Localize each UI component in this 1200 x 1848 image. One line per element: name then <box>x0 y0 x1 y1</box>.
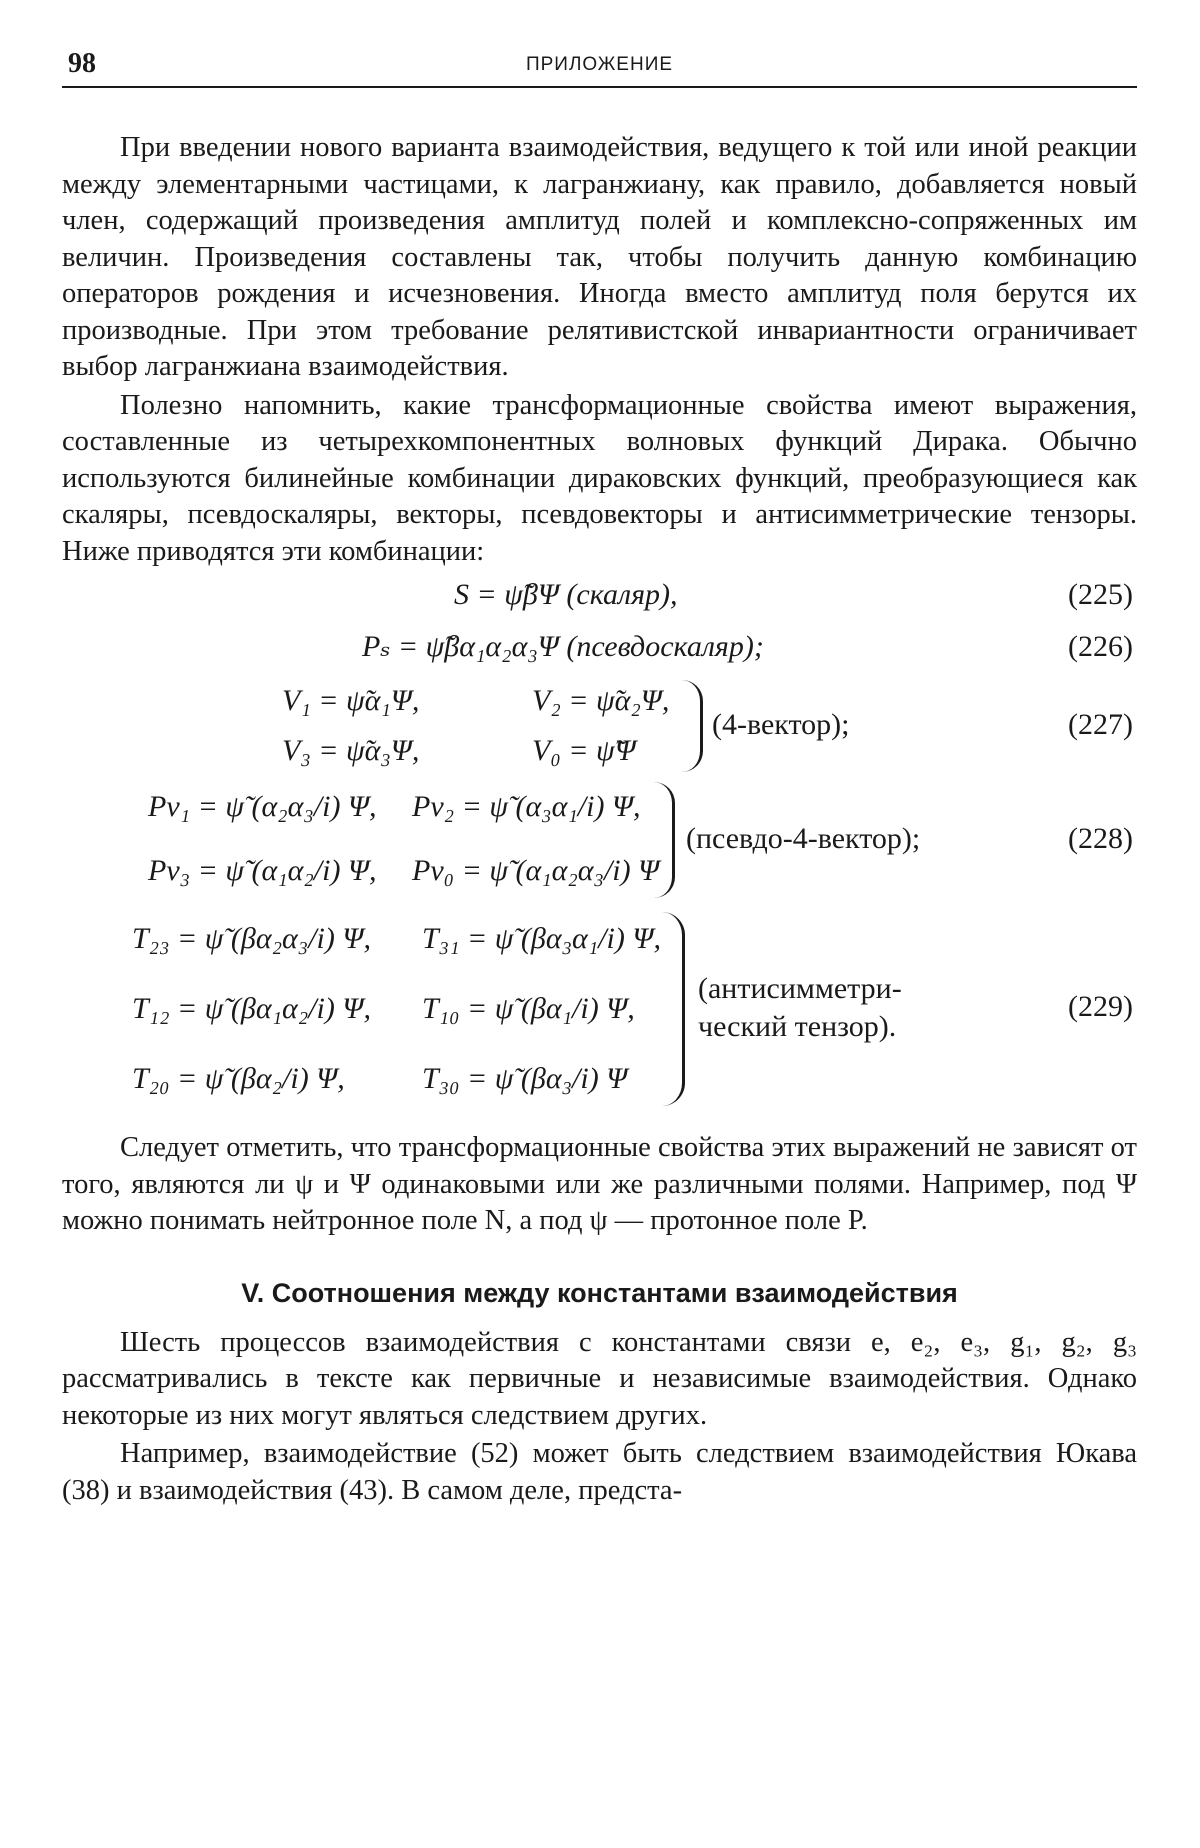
formula-229 <box>62 906 1137 1112</box>
formula-229-t30: T₃₀ = ψ̃ (βα₃/i) Ψ <box>422 1062 628 1095</box>
formula-225-expression: S = ψ̃βΨ (скаляр), <box>454 578 678 611</box>
formula-228-number: (228) <box>1068 822 1133 855</box>
formula-226 <box>62 622 1137 674</box>
formula-229-t20: T₂₀ = ψ̃ (βα₂/i) Ψ, <box>132 1062 345 1095</box>
formula-228-brace <box>654 782 675 898</box>
formula-228-pv3: Pv₃ = ψ̃ (α₁α₂/i) Ψ, <box>148 854 377 887</box>
formula-228-pv1: Pv₁ = ψ̃ (α₂α₃/i) Ψ, <box>148 790 377 823</box>
formula-228 <box>62 780 1137 902</box>
section-paragraph-1: Шесть процессов взаимодействия с константами связи e, e₂, e₃, g₁, g₂, g₃ рассматривались в тексте как первичные и независимые взаимодействия. Однако некоторые из них могут являться следствием других. <box>62 1326 1137 1431</box>
formula-227-v1: V₁ = ψ̃α₁Ψ, <box>282 684 420 717</box>
formula-229-number: (229) <box>1068 990 1133 1023</box>
running-title: ПРИЛОЖЕНИЕ <box>525 54 674 75</box>
formula-225-number: (225) <box>1068 578 1133 611</box>
formula-227-v3: V₃ = ψ̃α₃Ψ, <box>282 734 420 767</box>
formula-227 <box>62 678 1137 776</box>
formula-229-brace <box>662 912 685 1106</box>
formula-229-t23: T₂₃ = ψ̃ (βα₂α₃/i) Ψ, <box>132 922 371 955</box>
formula-226-number: (226) <box>1068 630 1133 663</box>
formula-229-note-line1: (антисимметри- <box>698 972 902 1005</box>
formula-227-number: (227) <box>1068 708 1133 741</box>
formula-227-brace <box>682 680 703 772</box>
formula-226-expression: Pₛ = ψ̃βα₁α₂α₃Ψ (псевдоскаляр); <box>362 630 764 663</box>
formula-229-note-line2: ческий тензор). <box>698 1010 897 1043</box>
formula-228-pv0: Pv₀ = ψ̃ (α₁α₂α₃/i) Ψ <box>412 854 660 887</box>
formula-227-v2: V₂ = ψ̃α₂Ψ, <box>532 684 670 717</box>
paragraph-3: Следует отметить, что трансформационные свойства этих выражений не зависят от того, являются ли ψ и Ψ одинаковыми или же различными полями. Например, под Ψ можно понимать нейтронное поле N, а под ψ — протонное поле P. <box>62 1132 1137 1236</box>
running-head <box>62 40 1137 84</box>
formula-229-t31: T₃₁ = ψ̃ (βα₃α₁/i) Ψ, <box>422 922 661 955</box>
header-rule <box>62 86 1137 88</box>
formula-229-t12: T₁₂ = ψ̃ (βα₁α₂/i) Ψ, <box>132 992 371 1025</box>
book-page <box>62 40 1137 1509</box>
formula-225 <box>62 570 1137 622</box>
formula-228-pv2: Pv₂ = ψ̃ (α₃α₁/i) Ψ, <box>412 790 641 823</box>
formula-227-v0: V₀ = ψ̃Ψ <box>532 734 636 767</box>
paragraph-2: Полезно напомнить, какие трансформационные свойства имеют выражения, составленные из четырехкомпонентных волновых функций Дирака. Обычно используются билинейные комбинации дираковских функций, преобразующиеся как скаляры, псевдоскаляры, векторы, псевдовекторы и антисимметрические тензоры. Ниже приводятся эти комбинации: <box>62 389 1137 567</box>
formula-229-t10: T₁₀ = ψ̃ (βα₁/i) Ψ, <box>422 992 635 1025</box>
formula-227-note: (4-вектор); <box>712 708 850 741</box>
section-paragraph-2: Например, взаимодействие (52) может быть следствием взаимодействия Юкава (38) и взаимодействия (43). В самом деле, предста- <box>62 1438 1137 1506</box>
page-number: 98 <box>68 48 96 79</box>
section-heading: V. Соотношения между константами взаимодействия <box>241 1277 958 1308</box>
paragraph-1: При введении нового варианта взаимодействия, ведущего к той или иной реакции между элементарными частицами, к лагранжиану, как правило, добавляется новый член, содержащий произведения амплитуд полей и комплексно-сопряженных им величин. Произведения составлены так, чтобы получить данную комбинацию операторов рождения и исчезновения. Иногда вместо амплитуд поля берутся их производные. При этом требование релятивистской инвариантности ограничивает выбор лагранжиана взаимодействия. <box>62 132 1137 382</box>
formula-228-note: (псевдо-4-вектор); <box>686 822 921 855</box>
